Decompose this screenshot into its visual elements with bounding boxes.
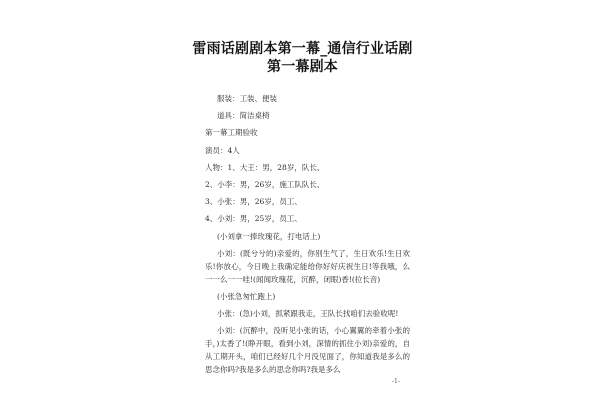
character-line: 人物：1、大王：男，28岁，队长、 [205,162,325,172]
page-number: -1- [392,378,400,385]
props-line: 道具：简洁桌椅 [217,111,270,121]
stage-direction: (小张急匆忙跑上) [217,291,276,301]
document-title: 雷雨话剧剧本第一幕_通信行业话剧第一幕剧本 [192,41,413,75]
stage-direction: (小刘拿一捧玫瑰花，打电话上) [217,231,321,241]
dialogue-paragraph: 小刘：(沉醉中，没听见小张的话，小心翼翼的牵着小张的手，)太香了!(睁开眼，看到小刘，深情的抓住小刘)亲爱的，自从工期开头，咱们已经好几个月没见面了，你知道我是多么的思念你吗?我是多么的思念你吗?我是多么 [205,326,410,375]
character-line: 2、小李：男，26岁，施工队队长、 [205,179,325,189]
document-body [205,92,410,380]
character-line: 3、小张：男，26岁，员工、 [205,197,302,207]
cast-count-line: 演员：4人 [205,145,240,155]
dialogue-paragraph: 小刘：(既兮兮的)亲爱的，你别生气了，生日欢乐!生日欢乐!你放心，今日晚上我确定能给你好好庆祝生日!等我哦，么一一么一一哇!(闻闻玫瑰花，沉醉，闭眼)香!(拉长音) [205,248,410,284]
scene-line: 第一幕工期验收 [205,128,258,138]
dialogue-paragraph: 小张：(急)小刘，抓紧跟我走，王队长找咱们去验收呢! [217,309,399,319]
character-line: 4、小刘：男，25岁，员工、 [205,214,302,224]
costume-line: 服装：工装、便装 [217,94,277,103]
